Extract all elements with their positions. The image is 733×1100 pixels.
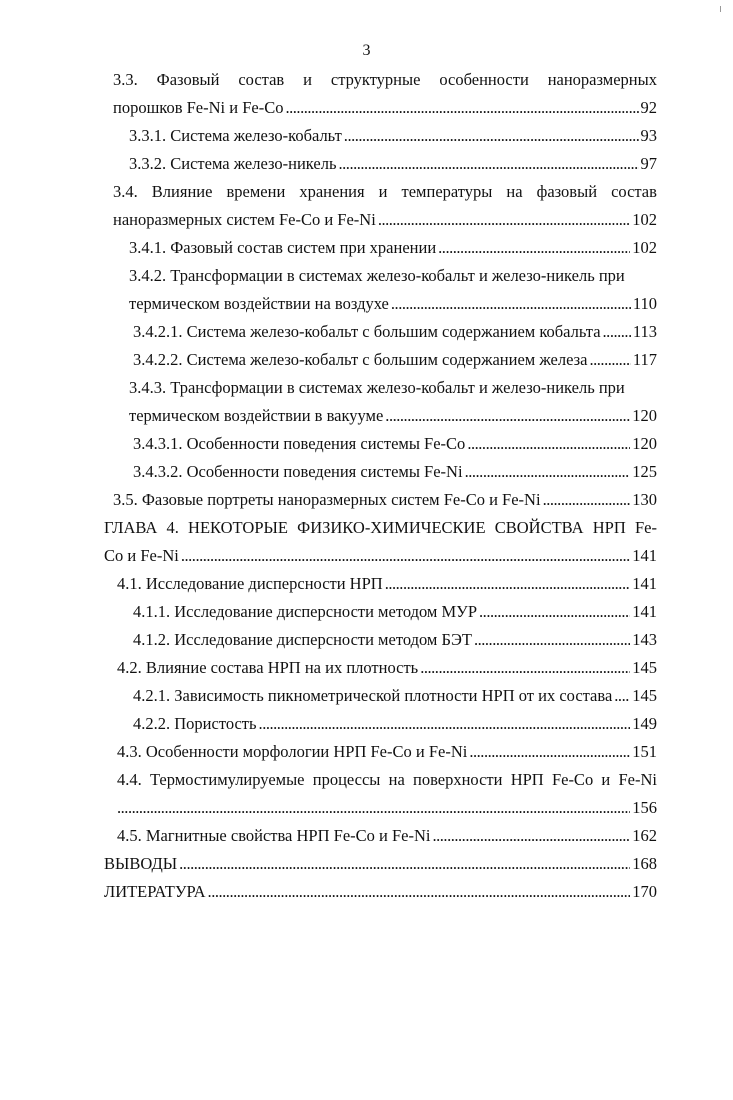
dot-leader	[467, 430, 630, 458]
dot-leader	[465, 458, 631, 486]
toc-entry-3-4-line1: 3.4. Влияние времени хранения и температуры на фазовый состав	[113, 182, 657, 201]
toc-entry-3-4-3-2[interactable]: 3.4.3.2. Особенности поведения системы Fe-Ni . . . 125	[133, 458, 657, 486]
dot-leader	[344, 122, 639, 150]
dot-leader	[117, 794, 630, 822]
toc-entry-4-1[interactable]: 4.1. Исследование дисперсности НРП . . . 141	[117, 570, 657, 598]
dot-leader	[378, 206, 630, 234]
dot-leader	[385, 402, 630, 430]
toc-entry-3-5[interactable]: 3.5. Фазовые портреты наноразмерных систем Fe-Co и Fe-Ni . . . 130	[113, 486, 657, 514]
dot-leader	[469, 738, 630, 766]
toc-entry-3-3-line1: 3.3. Фазовый состав и структурные особенности наноразмерных	[113, 70, 657, 89]
dot-leader	[285, 94, 638, 122]
dot-leader	[259, 710, 631, 738]
toc-entry-4-4[interactable]: . . . 156	[117, 794, 657, 822]
toc-chapter-4[interactable]: Co и Fe-Ni . . . 141	[104, 542, 657, 570]
toc-entry-3-3[interactable]: порошков Fe-Ni и Fe-Co . . . 92	[113, 94, 657, 122]
dot-leader	[589, 346, 630, 374]
toc-entry-3-3-2[interactable]: 3.3.2. Система железо-никель . . . 97	[129, 150, 657, 178]
dot-leader	[438, 234, 630, 262]
toc-entry-4-2-2[interactable]: 4.2.2. Пористость . . . 149	[133, 710, 657, 738]
toc-entry-4-3[interactable]: 4.3. Особенности морфологии НРП Fe-Co и Fe-Ni . . . 151	[117, 738, 657, 766]
dot-leader	[208, 878, 631, 906]
toc-entry-3-4-2-1[interactable]: 3.4.2.1. Система железо-кобальт с большим содержанием кобальта . . . 113	[133, 318, 657, 346]
dot-leader	[543, 486, 631, 514]
dot-leader	[603, 318, 631, 346]
toc-entry-3-4-2-line1: 3.4.2. Трансформации в системах железо-кобальт и железо-никель при	[129, 266, 625, 285]
toc-references[interactable]: ЛИТЕРАТУРА . . . 170	[104, 878, 657, 906]
toc-conclusions[interactable]: ВЫВОДЫ . . . 168	[104, 850, 657, 878]
toc-chapter-4-line1: ГЛАВА 4. НЕКОТОРЫЕ ФИЗИКО-ХИМИЧЕСКИЕ СВОЙСТВА НРП Fe-	[104, 518, 657, 537]
toc-entry-3-4-2-2[interactable]: 3.4.2.2. Система железо-кобальт с большим содержанием железа . . . 117	[133, 346, 657, 374]
scan-mark	[720, 6, 721, 12]
toc-entry-4-1-1[interactable]: 4.1.1. Исследование дисперсности методом МУР . . . 141	[133, 598, 657, 626]
toc-entry-3-4-3-line1: 3.4.3. Трансформации в системах железо-кобальт и железо-никель при	[129, 378, 625, 397]
dot-leader	[614, 682, 630, 710]
dot-leader	[181, 542, 630, 570]
toc-entry-4-2-1[interactable]: 4.2.1. Зависимость пикнометрической плотности НРП от их состава . . . 145	[133, 682, 657, 710]
toc-entry-3-4-1[interactable]: 3.4.1. Фазовый состав систем при хранении . . . 102	[129, 234, 657, 262]
dot-leader	[391, 290, 631, 318]
dot-leader	[420, 654, 630, 682]
dot-leader	[474, 626, 630, 654]
toc-entry-4-5[interactable]: 4.5. Магнитные свойства НРП Fe-Co и Fe-Ni . . . 162	[117, 822, 657, 850]
toc-entry-3-3-1[interactable]: 3.3.1. Система железо-кобальт . . . 93	[129, 122, 657, 150]
dot-leader	[179, 850, 630, 878]
dot-leader	[479, 598, 630, 626]
dot-leader	[385, 570, 631, 598]
dot-leader	[339, 150, 639, 178]
toc-entry-4-2[interactable]: 4.2. Влияние состава НРП на их плотность . . . 145	[117, 654, 657, 682]
toc-entry-3-4-2[interactable]: термическом воздействии на воздухе . . . 110	[129, 290, 657, 318]
toc-entry-3-4-3-1[interactable]: 3.4.3.1. Особенности поведения системы Fe-Co . . . 120	[133, 430, 657, 458]
page-number: 3	[362, 42, 371, 59]
toc-entry-4-1-2[interactable]: 4.1.2. Исследование дисперсности методом БЭТ . . . 143	[133, 626, 657, 654]
toc-entry-4-4-line1: 4.4. Термостимулируемые процессы на поверхности НРП Fe-Co и Fe-Ni	[117, 770, 657, 789]
dot-leader	[432, 822, 630, 850]
toc-entry-3-4-3[interactable]: термическом воздействии в вакууме . . . 120	[129, 402, 657, 430]
toc-entry-3-4[interactable]: наноразмерных систем Fe-Co и Fe-Ni . . . 102	[113, 206, 657, 234]
